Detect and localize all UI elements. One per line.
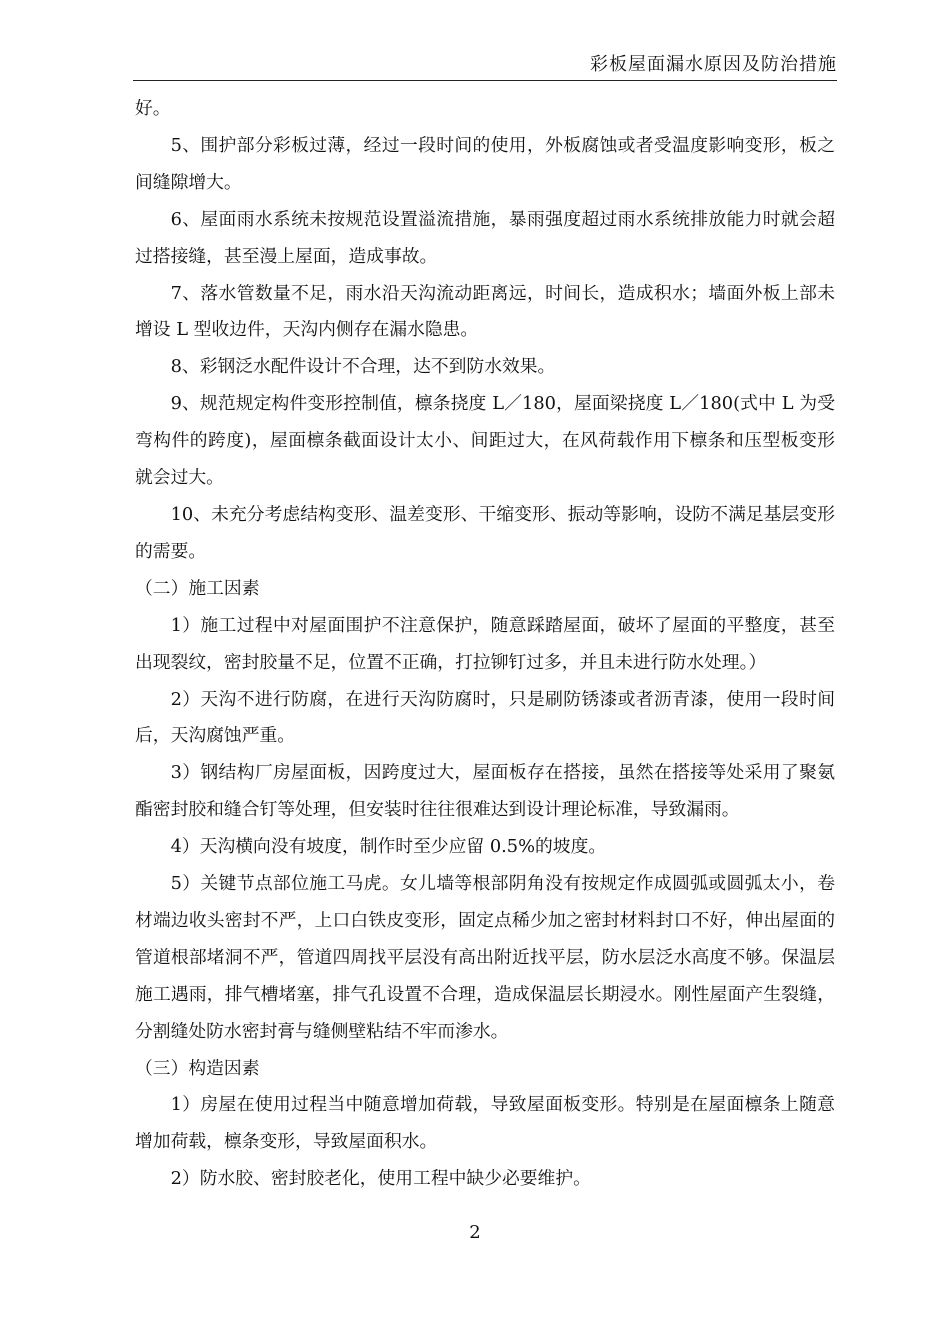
paragraph-construction-2: 2）天沟不进行防腐，在进行天沟防腐时，只是刷防锈漆或者沥青漆，使用一段时间后，天沟腐蚀严重。 <box>135 688 835 747</box>
paragraph-construction-5: 5）关键节点部位施工马虎。女儿墙等根部阴角没有按规定作成圆弧或圆弧太小，卷材端边收头密封不严，上口白铁皮变形，固定点稀少加之密封材料封口不好，伸出屋面的管道根部堵洞不严，管道四周找平层没有高出附近找平层，防水层泛水高度不够。保温层施工遇雨，排气槽堵塞，排气孔设置不合理，造成保温层长期浸水。刚性屋面产生裂缝，分割缝处防水密封膏与缝侧壁粘结不牢而渗水。 <box>135 873 835 1042</box>
page-header <box>133 46 837 81</box>
section-heading-construction: （二）施工因素 <box>135 577 260 599</box>
paragraph-item-5: 5、围护部分彩板过薄，经过一段时间的使用，外板腐蚀或者受温度影响变形，板之间缝隙增大。 <box>135 134 835 193</box>
paragraph-continuation: 好。 <box>135 98 171 119</box>
paragraph-structure-1: 1）房屋在使用过程当中随意增加荷载，导致屋面板变形。特别是在屋面檩条上随意增加荷载，檩条变形，导致屋面积水。 <box>135 1094 835 1153</box>
section-heading-structure: （三）构造因素 <box>135 1057 260 1079</box>
document-body <box>135 91 835 1198</box>
paragraph-item-10: 10、未充分考虑结构变形、温差变形、干缩变形、振动等影响，设防不满足基层变形的需要。 <box>135 503 835 562</box>
paragraph-item-8: 8、彩钢泛水配件设计不合理，达不到防水效果。 <box>170 356 556 378</box>
paragraph-construction-4: 4）天沟横向没有坡度，制作时至少应留 0.5%的坡度。 <box>170 836 607 858</box>
paragraph-construction-1: 1）施工过程中对屋面围护不注意保护，随意踩踏屋面，破坏了屋面的平整度，甚至出现裂纹，密封胶量不足，位置不正确，打拉铆钉过多，并且未进行防水处理。） <box>135 614 835 673</box>
header-title: 彩板屋面漏水原因及防治措施 <box>590 54 837 75</box>
paragraph-construction-3: 3）钢结构厂房屋面板，因跨度过大，屋面板存在搭接，虽然在搭接等处采用了聚氨酯密封胶和缝合钉等处理，但安装时往往很难达到设计理论标准，导致漏雨。 <box>135 762 835 821</box>
paragraph-item-6: 6、屋面雨水系统未按规范设置溢流措施，暴雨强度超过雨水系统排放能力时就会超过搭接缝，甚至漫上屋面，造成事故。 <box>135 208 835 267</box>
paragraph-item-9: 9、规范规定构件变形控制值，檩条挠度 L／180，屋面梁挠度 L／180(式中 L 为受弯构件的跨度)，屋面檩条截面设计太小、间距过大，在风荷载作用下檩条和压型板变形就会过大。 <box>135 393 835 489</box>
paragraph-item-7: 7、落水管数量不足，雨水沿天沟流动距离远，时间长，造成积水；墙面外板上部未增设 L 型收边件，天沟内侧存在漏水隐患。 <box>135 282 835 341</box>
paragraph-structure-2: 2）防水胶、密封胶老化，使用工程中缺少必要维护。 <box>170 1168 591 1190</box>
page-number: 2 <box>469 1222 481 1243</box>
